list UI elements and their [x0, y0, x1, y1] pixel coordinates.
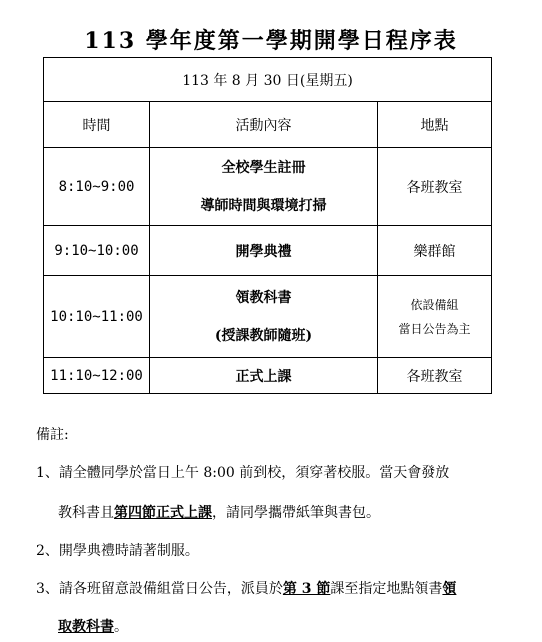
header-location: 地點 — [378, 102, 492, 148]
activity-line: 領教科書 — [235, 289, 292, 306]
note-text: 課至指定地點領書 — [330, 581, 443, 597]
time-cell: 11:10~12:00 — [44, 358, 150, 394]
time-cell: 9:10~10:00 — [44, 226, 150, 276]
note-item-3 — [36, 578, 456, 598]
activity-line: 全校學生註冊 — [221, 159, 306, 176]
activity-cell: 開學典禮 — [150, 226, 378, 276]
table-row — [44, 276, 492, 358]
note-text: 3、請各班留意設備組當日公告，派員於 — [36, 581, 283, 597]
document-title: 113 學年度第一學期開學日程序表 — [84, 28, 458, 54]
note-item-2: 2、開學典禮時請著制服。 — [36, 543, 199, 559]
location-line: 依設備組 — [410, 297, 459, 312]
note-text: 。 — [114, 619, 128, 635]
header-activity: 活動內容 — [150, 102, 378, 148]
notes-heading: 備註: — [36, 427, 69, 443]
activity-line: (授課教師隨班) — [214, 327, 313, 344]
table-row — [44, 358, 492, 394]
location-cell: 樂群館 — [378, 226, 492, 276]
note-item-3-continued — [58, 616, 128, 636]
location-line: 當日公告為主 — [398, 321, 471, 336]
note-item-1: 1、請全體同學於當日上午 8:00 前到校，須穿著校服。當天會發放 — [36, 465, 450, 481]
note-text: ，請同學攜帶紙筆與書包。 — [212, 505, 380, 521]
table-row — [44, 148, 492, 226]
note-text: 教科書且 — [58, 505, 114, 521]
location-cell: 各班教室 — [378, 358, 492, 394]
note-emphasis: 第 3 節 — [282, 581, 331, 597]
note-emphasis: 取教科書 — [58, 619, 114, 635]
note-item-1-continued — [58, 502, 380, 522]
note-emphasis: 領 — [442, 581, 457, 597]
location-cell — [378, 276, 492, 358]
activity-line: 導師時間與環境打掃 — [200, 197, 327, 214]
activity-cell: 正式上課 — [150, 358, 378, 394]
note-emphasis: 第四節正式上課 — [114, 505, 212, 521]
location-cell: 各班教室 — [378, 148, 492, 226]
table-row — [44, 226, 492, 276]
time-cell: 8:10~9:00 — [44, 148, 150, 226]
header-time: 時間 — [44, 102, 150, 148]
activity-cell — [150, 148, 378, 226]
schedule-table — [43, 57, 492, 394]
time-cell: 10:10~11:00 — [44, 276, 150, 358]
date-cell: 113 年 8 月 30 日(星期五) — [44, 58, 492, 102]
activity-cell — [150, 276, 378, 358]
